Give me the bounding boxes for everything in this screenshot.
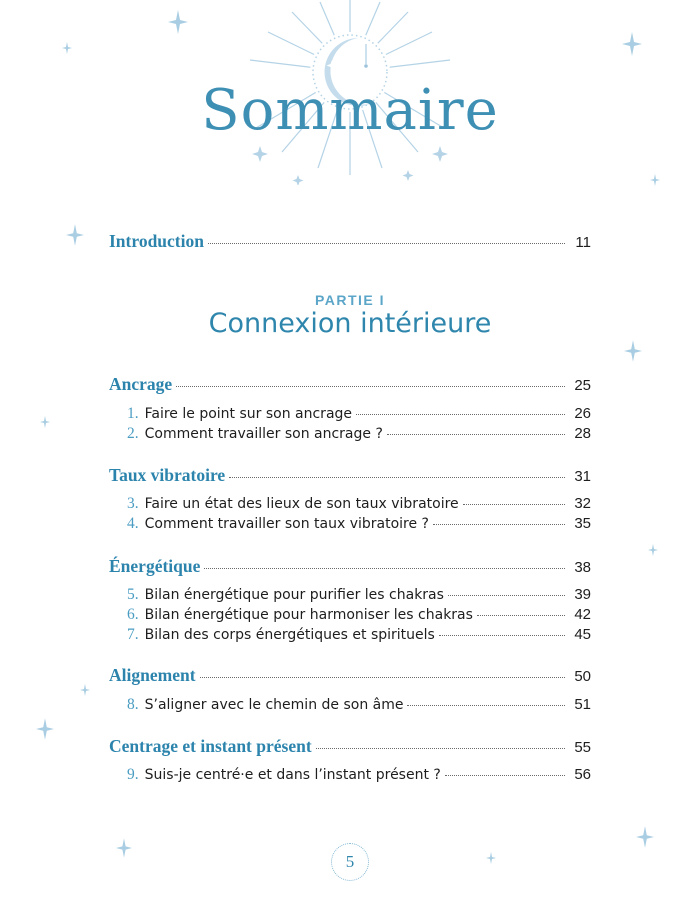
toc-item-text: Faire un état des lieux de son taux vibratoire — [144, 496, 459, 512]
toc-item-number: 1. — [127, 405, 139, 422]
toc-item-3[interactable] — [127, 495, 591, 517]
toc-item-text: Comment travailler son taux vibratoire ? — [144, 516, 429, 532]
toc-page-number: 25 — [574, 377, 591, 394]
dot-leader — [229, 477, 565, 478]
page-number: 5 — [331, 843, 369, 881]
sparkle-icon — [168, 10, 188, 34]
toc-page-number: 32 — [574, 495, 591, 512]
toc-section-label: Ancrage — [109, 374, 173, 394]
sparkle-icon — [80, 684, 90, 696]
toc-page-number: 56 — [574, 766, 591, 783]
toc-item-5[interactable] — [127, 586, 591, 608]
toc-section-energetique[interactable] — [109, 556, 591, 578]
toc-item-number: 3. — [127, 495, 139, 512]
dot-leader — [208, 243, 565, 244]
dot-leader — [176, 386, 565, 387]
dot-leader — [433, 524, 565, 525]
dot-leader — [439, 635, 565, 636]
toc-entry-introduction[interactable] — [109, 231, 591, 253]
sparkle-icon — [116, 838, 132, 858]
toc-page-number: 26 — [574, 405, 591, 422]
toc-section-alignement[interactable] — [109, 665, 591, 687]
dot-leader — [445, 775, 565, 776]
page-title: Sommaire — [201, 78, 499, 143]
toc-page-number: 51 — [574, 696, 591, 713]
toc-item-9[interactable] — [127, 766, 591, 788]
dot-leader — [407, 705, 565, 706]
part-label: PARTIE I — [314, 292, 386, 308]
toc-item-text: Suis-je centré·e et dans l’instant présent ? — [144, 767, 441, 783]
toc-item-text: Faire le point sur son ancrage — [144, 406, 353, 422]
toc-item-number: 4. — [127, 515, 139, 532]
toc-item-4[interactable] — [127, 515, 591, 537]
toc-item-text: Bilan énergétique pour purifier les chakras — [144, 587, 444, 603]
sparkle-icon — [36, 718, 54, 740]
toc-item-1[interactable] — [127, 405, 591, 427]
dot-leader — [448, 595, 565, 596]
toc-page-number: 38 — [574, 559, 591, 576]
toc-section-label: Énergétique — [109, 556, 201, 576]
sparkle-icon — [40, 416, 50, 428]
toc-section-label: Alignement — [109, 665, 196, 685]
sparkle-icon — [66, 224, 84, 246]
sparkle-icon — [648, 544, 658, 556]
dot-leader — [463, 504, 565, 505]
toc-item-number: 9. — [127, 766, 139, 783]
toc-page-number: 45 — [574, 626, 591, 643]
dot-leader — [387, 434, 565, 435]
toc-item-number: 7. — [127, 626, 139, 643]
toc-page-number: 42 — [574, 606, 591, 623]
toc-item-7[interactable] — [127, 626, 591, 648]
toc-section-label: Taux vibratoire — [109, 465, 226, 485]
toc-page-number: 28 — [574, 425, 591, 442]
toc-page-number: 39 — [574, 586, 591, 603]
toc-section-label: Introduction — [109, 231, 204, 251]
toc-page-number: 35 — [574, 515, 591, 532]
toc-item-text: Comment travailler son ancrage ? — [144, 426, 383, 442]
toc-section-label: Centrage et instant présent — [109, 736, 312, 756]
toc-item-number: 6. — [127, 606, 139, 623]
sparkle-icon — [486, 852, 496, 864]
toc-item-number: 2. — [127, 425, 139, 442]
dot-leader — [204, 568, 565, 569]
toc-item-6[interactable] — [127, 606, 591, 628]
sparkle-icon — [624, 340, 642, 362]
toc-item-text: Bilan des corps énergétiques et spirituels — [144, 627, 435, 643]
toc-item-2[interactable] — [127, 425, 591, 447]
sparkle-icon — [62, 42, 72, 54]
sparkle-icon — [622, 32, 642, 56]
dot-leader — [200, 677, 565, 678]
toc-section-taux-vibratoire[interactable] — [109, 465, 591, 487]
dot-leader — [477, 615, 565, 616]
toc-page-number: 11 — [575, 234, 591, 251]
sparkle-icon — [650, 174, 660, 186]
toc-item-text: Bilan énergétique pour harmoniser les chakras — [144, 607, 473, 623]
toc-page-number: 50 — [574, 668, 591, 685]
toc-item-8[interactable] — [127, 696, 591, 718]
dot-leader — [356, 414, 565, 415]
toc-section-centrage[interactable] — [109, 736, 591, 758]
toc-page-number: 55 — [574, 739, 591, 756]
part-title: Connexion intérieure — [208, 308, 492, 339]
toc-item-text: S’aligner avec le chemin de son âme — [144, 697, 404, 713]
toc-section-ancrage[interactable] — [109, 374, 591, 396]
toc-item-number: 8. — [127, 696, 139, 713]
toc-page-number: 31 — [574, 468, 591, 485]
sparkle-icon — [636, 826, 654, 848]
toc-item-number: 5. — [127, 586, 139, 603]
dot-leader — [316, 748, 565, 749]
